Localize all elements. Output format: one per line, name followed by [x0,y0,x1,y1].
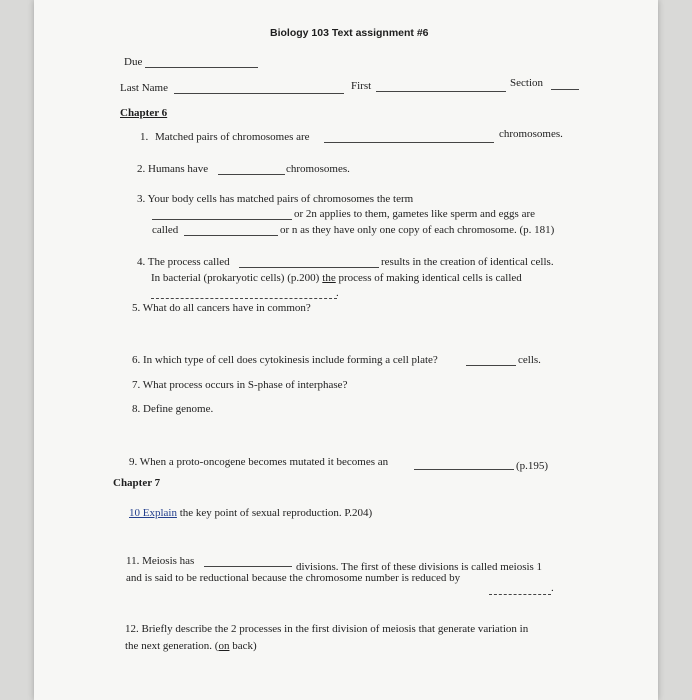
q11-blank-1[interactable] [204,566,292,567]
chapter-6-heading: Chapter 6 [120,107,168,119]
q11-line-1a: 11. Meiosis has [126,555,195,567]
q6-text: 6. In which type of cell does cytokinesis include forming a cell plate? [132,354,438,366]
q2-blank[interactable] [218,174,285,175]
q12-line-2c: back) [232,640,257,652]
chapter-7-heading: Chapter 7 [113,477,161,489]
q9-text: 9. When a proto-oncogene becomes mutated it becomes an [129,456,389,468]
q3-blank-2[interactable] [184,235,278,236]
q4-period: . [336,287,339,299]
last-name-blank[interactable] [174,93,344,94]
q10-text: the key point of sexual reproduction. P.204) [179,507,373,519]
q6-tail: cells. [518,354,541,366]
q4-blank-2[interactable] [151,298,337,299]
q4-line-2b: the [322,272,336,284]
q8-text: 8. Define genome. [132,403,214,415]
q4-line-2c: process of making identical cells is called [338,272,522,284]
q3-line-1: 3. Your body cells has matched pairs of chromosomes the term [137,193,414,205]
q2-text: 2. Humans have [137,163,209,175]
q3-line-3b: or n as they have only one copy of each chromosome. (p. 181) [280,224,555,236]
q11-line-2: and is said to be reductional because the chromosome number is reduced by [126,572,461,584]
q1-tail: chromosomes. [499,128,563,140]
q10-text-line [129,507,372,519]
q12-line-2 [125,640,257,652]
q4-line-2a: In bacterial (prokaryotic cells) (p.200) [151,272,320,284]
q10-explain-link[interactable]: 10 Explain [129,507,177,519]
q3-line-2: or 2n applies to them, gametes like sperm and eggs are [294,208,536,220]
q2-tail: chromosomes. [286,163,350,175]
last-name-label: Last Name [120,82,168,94]
q5-text: 5. What do all cancers have in common? [132,302,311,314]
q4-blank-1[interactable] [239,267,379,268]
q4-line-1b: results in the creation of identical cells. [381,256,554,268]
document-page [34,0,658,700]
section-label: Section [510,77,543,89]
first-name-blank[interactable] [376,91,506,92]
q1-blank[interactable] [324,142,494,143]
page-title: Biology 103 Text assignment #6 [270,27,429,39]
q12-line-1: 12. Briefly describe the 2 processes in the first division of meiosis that generate variation in [125,623,529,635]
q4-line-1a: 4. The process called [137,256,230,268]
q11-period: . [551,582,554,594]
due-label: Due [124,56,143,68]
q12-line-2b: on [218,640,230,652]
q7-text: 7. What process occurs in S-phase of interphase? [132,379,348,391]
q3-line-3a: called [152,224,179,236]
q3-blank-1[interactable] [152,219,292,220]
q9-blank[interactable] [414,469,514,470]
q11-line-1b: divisions. The first of these divisions is called meiosis 1 [296,561,543,573]
due-blank[interactable] [145,67,258,68]
q11-blank-2[interactable] [489,594,551,595]
q9-tail: (p.195) [516,460,549,472]
first-label: First [351,80,372,92]
section-blank[interactable] [551,89,579,90]
q6-blank[interactable] [466,365,516,366]
q1-text: Matched pairs of chromosomes are [155,131,310,143]
q12-line-2a: the next generation. ( [125,640,219,652]
q4-line-2 [151,272,522,284]
q1-number: 1. [140,131,149,143]
